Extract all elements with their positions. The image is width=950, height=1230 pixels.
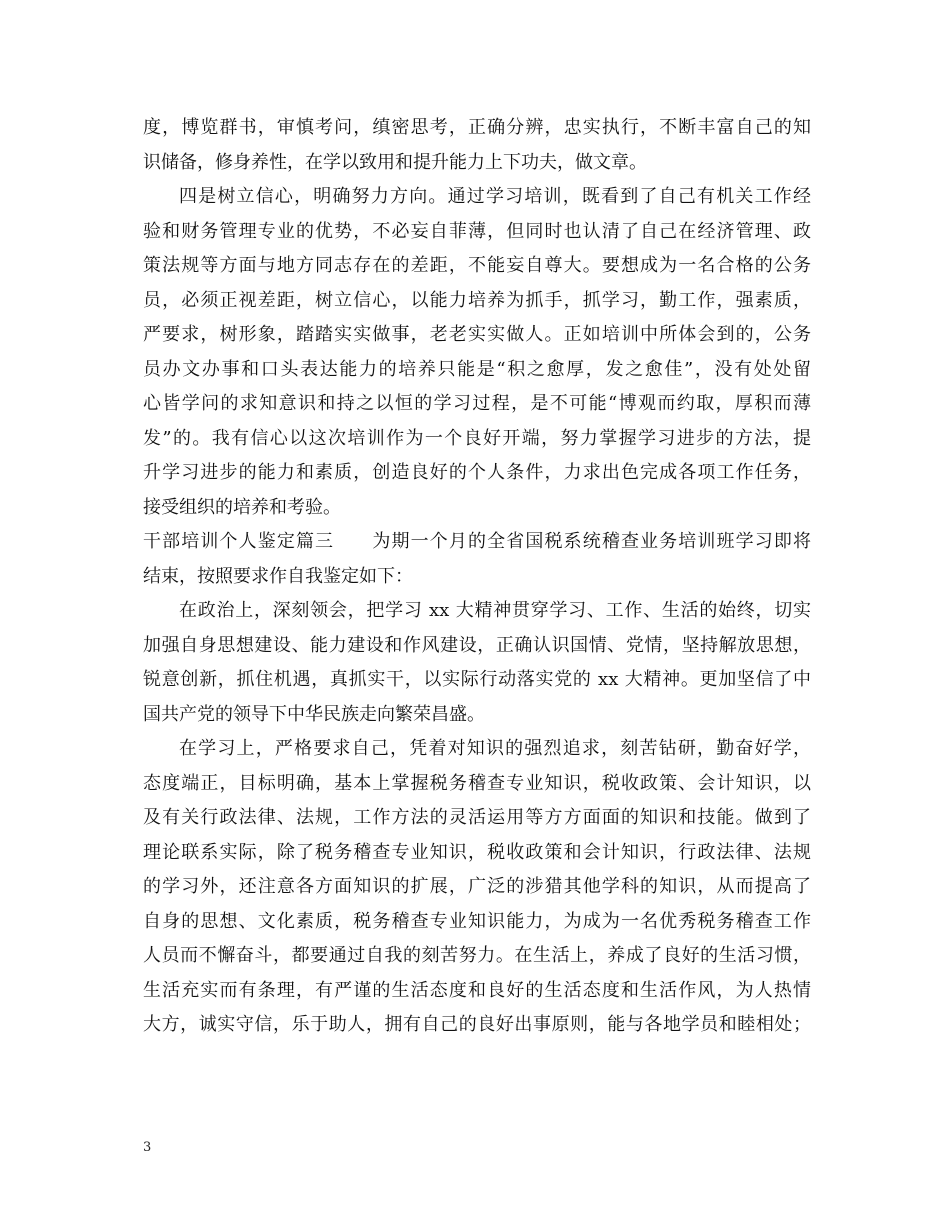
paragraph-start-line: 在学习上，严格要求自己，凭着对知识的强烈追求，刻苦钻研，勤奋好学， <box>179 738 811 759</box>
text-line: 及有关行政法律、法规，工作方法的灵活运用等方方面面的知识和技能。做到了 <box>143 807 811 828</box>
text-line: 自身的思想、文化素质，税务稽查专业知识能力，为成为一名优秀税务稽查工作 <box>143 910 811 932</box>
text-line: 的学习外，还注意各方面知识的扩展，广泛的涉猎其他学科的知识，从而提高了 <box>143 876 811 897</box>
text-line: 加强自身思想建设、能力建设和作风建设，正确认识国情、党情，坚持解放思想， <box>143 634 811 656</box>
text-line: 接受组织的培养和考验。 <box>143 496 341 518</box>
text-line: 员，必须正视差距，树立信心，以能力培养为抓手，抓学习，勤工作，强素质， <box>143 289 811 311</box>
text-line: 度，博览群书，审慎考问，缜密思考，正确分辨，忠实执行，不断丰富自己的知 <box>143 117 811 138</box>
body-text <box>143 111 811 1043</box>
text-line: 大方，诚实守信，乐于助人，拥有自己的良好出事原则，能与各地学员和睦相处； <box>143 1014 811 1035</box>
text-line: 理论联系实际，除了税务稽查专业知识，税收政策和会计知识，行政法律、法规 <box>143 841 811 863</box>
text-line: 员办文办事和口头表达能力的培养只能是“积之愈厚，发之愈佳”，没有处处留 <box>143 358 811 380</box>
text-line: 策法规等方面与地方同志存在的差距，不能妄自尊大。要想成为一名合格的公务 <box>143 255 811 276</box>
text-line: 结束，按照要求作自我鉴定如下： <box>143 565 413 587</box>
text-line: 心皆学问的求知意识和持之以恒的学习过程，是不可能“博观而约取，厚积而薄 <box>143 393 811 414</box>
text-line: 态度端正，目标明确，基本上掌握税务稽查专业知识，税收政策、会计知识，以 <box>143 772 811 794</box>
text-line: 升学习进步的能力和素质，创造良好的个人条件，力求出色完成各项工作任务， <box>143 462 811 483</box>
text-line: 验和财务管理专业的优势，不必妄自菲薄，但同时也认清了自己在经济管理、政 <box>143 220 811 242</box>
text-line: 人员而不懈奋斗，都要通过自我的刻苦努力。在生活上，养成了良好的生活习惯， <box>143 945 811 966</box>
paragraph-start-line: 四是树立信心，明确努力方向。通过学习培训，既看到了自己有机关工作经 <box>179 186 811 207</box>
text-line: 生活充实而有条理，有严谨的生活态度和良好的生活态度和生活作风，为人热情 <box>143 979 811 1001</box>
section-heading-line: 干部培训个人鉴定篇三 为期一个月的全省国税系统稽查业务培训班学习即将 <box>143 531 811 552</box>
text-line: 国共产党的领导下中华民族走向繁荣昌盛。 <box>143 703 485 725</box>
text-line: 锐意创新，抓住机遇，真抓实干，以实际行动落实党的 xx 大精神。更加坚信了中 <box>143 669 811 690</box>
text-line: 发”的。我有信心以这次培训作为一个良好开端，努力掌握学习进步的方法，提 <box>143 427 811 449</box>
text-line: 严要求，树形象，踏踏实实做事，老老实实做人。正如培训中所体会到的，公务 <box>143 324 811 345</box>
paragraph-start-line: 在政治上，深刻领会，把学习 xx 大精神贯穿学习、工作、生活的始终，切实 <box>179 600 811 621</box>
text-line: 识储备，修身养性，在学以致用和提升能力上下功夫，做文章。 <box>143 151 647 173</box>
page-number: 3 <box>143 1140 152 1155</box>
